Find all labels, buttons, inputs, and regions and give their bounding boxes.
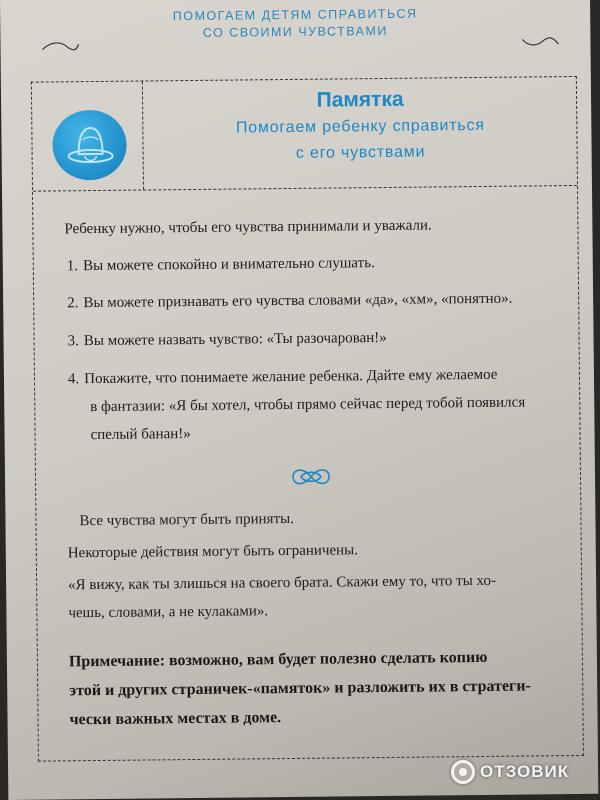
bell-hat-icon	[62, 120, 117, 171]
emblem	[52, 110, 127, 181]
flourish-left-icon	[40, 39, 80, 53]
running-head-line-1: ПОМОГАЕМ ДЕТЯМ СПРАВИТЬСЯ	[172, 6, 418, 24]
item-number: 1.	[66, 258, 79, 275]
note-line-3: чески важных местах в доме.	[69, 709, 282, 729]
note-line-1: Примечание: возможно, вам будет полезно сделать копию	[68, 648, 488, 671]
memo-subtitle-line-2: с его чувствами	[295, 143, 426, 162]
item-text: Вы можете назвать чувство: «Ты разочарован!»	[83, 329, 387, 350]
flourish-right-icon	[520, 34, 560, 48]
running-head-line-2: СО СВОИМИ ЧУВСТВАМИ	[202, 23, 388, 40]
item-number: 3.	[67, 333, 79, 350]
after-line-2: Некоторые действия могут быть ограничены.	[67, 542, 359, 562]
quote-line-2: чешь, словами, а не кулаками».	[68, 603, 269, 622]
watermark-text: ОТЗОВИК	[480, 762, 570, 781]
ornament-knot-icon	[287, 465, 335, 490]
watermark-logo-icon	[451, 760, 475, 784]
quote-line-1: «Я вижу, как ты злишься на своего брата. Скажи ему то, что ты хо-	[68, 572, 497, 594]
note-line-2: этой и других страничек-«памяток» и разложить их в стратеги-	[69, 677, 531, 700]
list-item-3	[67, 328, 386, 351]
intro-text: Ребенку нужно, чтобы его чувства принимали и уважали.	[64, 217, 432, 238]
watermark	[451, 760, 569, 784]
memo-title-block	[144, 83, 577, 168]
after-line-1: Все чувства могут быть приняты.	[79, 510, 295, 530]
list-item-4-line-3: спелый банан!»	[90, 426, 191, 444]
item-text: Покажите, что понимаете желание ребенка. Дайте ему желаемое	[84, 366, 498, 388]
memo-title: Памятка	[316, 87, 404, 112]
item-number: 4.	[67, 371, 80, 388]
list-item-4-line-2: в фантазии: «Я бы хотел, чтобы прямо сейчас перед тобой появился	[90, 394, 526, 416]
item-text: Вы можете признавать его чувства словами «да», «хм», «понятно».	[83, 290, 513, 312]
memo-subtitle-line-1: Помогаем ребенку справиться	[235, 116, 485, 137]
running-head	[0, 4, 590, 44]
item-number: 2.	[67, 295, 79, 312]
note-paragraph	[69, 642, 572, 734]
frame-divider	[33, 185, 577, 192]
list-item-1	[67, 253, 375, 276]
item-text: Вы можете спокойно и внимательно слушать.	[82, 255, 375, 275]
